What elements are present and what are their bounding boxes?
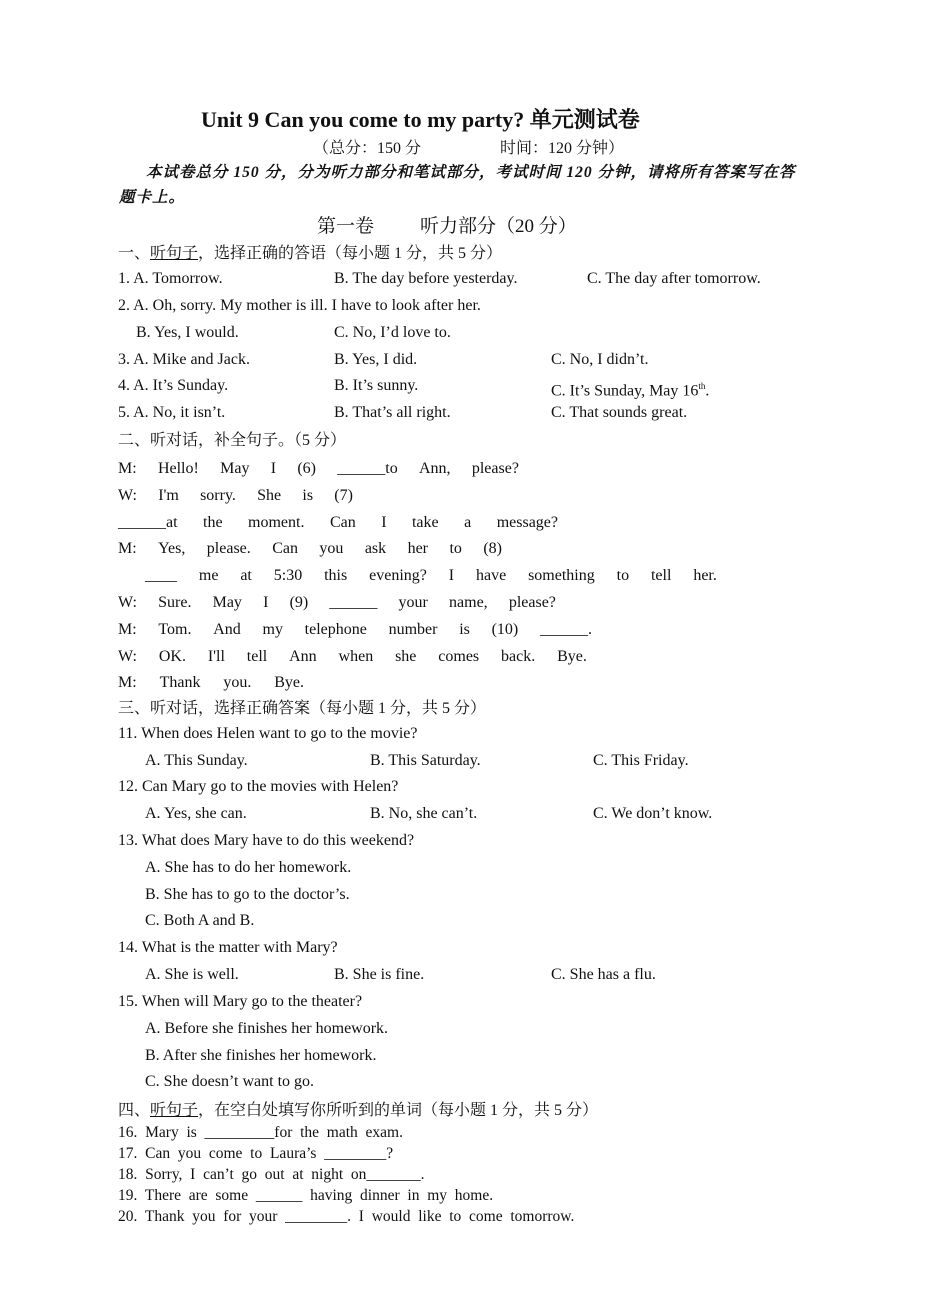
q13-option-b: B. She has to go to the doctor’s. [145,886,350,903]
q18-sentence: 18. Sorry, I can’t go out at night on_______. [118,1166,425,1183]
dialogue-word: I [448,567,455,584]
dialogue-word: I'm [158,487,179,504]
dialogue-word: Ann [289,648,317,665]
dialogue-word: she [395,648,417,665]
dialogue-word: her. [693,567,717,584]
dialogue-word: to [449,540,462,557]
q14-question: 14. What is the matter with Mary? [118,939,338,956]
dialogue-word: W: [118,648,137,665]
q17-sentence: 17. Can you come to Laura’s ________? [118,1145,394,1162]
dialogue-word: May [212,594,242,611]
dialogue-word: And [213,621,241,638]
q1-option-b: B. The day before yesterday. [334,270,518,287]
dialogue-line-5 [145,566,717,586]
q11-option-a: A. This Sunday. [145,752,248,769]
q2-option-b: B. Yes, I would. [136,324,239,341]
dialogue-word: please? [508,594,556,611]
exam-time: 时间：120 分钟） [500,140,625,157]
dialogue-word: evening? [369,567,427,584]
dialogue-word: have [475,567,507,584]
dialogue-word: this [324,567,348,584]
dialogue-line-7 [118,620,592,640]
q15-option-b: B. After she finishes her homework. [145,1047,377,1064]
dialogue-word: my [262,621,283,638]
q4-option-c-end: . [705,382,710,400]
part1-underlined: 听句子 [150,245,199,262]
q19-sentence: 19. There are some ______ having dinner in my home. [118,1187,494,1204]
dialogue-word: a [464,514,472,531]
dialogue-word: Bye. [557,648,587,665]
part4-heading [118,1101,598,1121]
dialogue-line-2 [118,486,353,506]
q20-sentence: 20. Thank you for your ________. I would like to come tomorrow. [118,1208,575,1225]
dialogue-word: ______ [329,594,378,611]
dialogue-line-9 [118,673,304,693]
dialogue-word: is [302,487,314,504]
dialogue-word: Ann, [419,460,451,477]
q14-option-c: C. She has a flu. [551,966,656,983]
part1-rest: ，选择正确的答语（每小题 1 分，共 5 分） [198,245,503,262]
volume-name: 听力部分（20 分） [420,216,577,237]
dialogue-word: message? [496,514,558,531]
q2-option-c: C. No, I’d love to. [334,324,451,341]
dialogue-word: your [398,594,428,611]
dialogue-word: Sure. [158,594,192,611]
total-score: （总分：150 分 [313,140,422,157]
dialogue-word: something [528,567,595,584]
q1-option-c: C. The day after tomorrow. [587,270,761,287]
q15-question: 15. When will Mary go to the theater? [118,993,363,1010]
dialogue-word: May [220,460,250,477]
dialogue-word: 5:30 [273,567,303,584]
dialogue-word: Thank [159,674,201,691]
q12-question: 12. Can Mary go to the movies with Helen? [118,778,399,795]
dialogue-word: W: [118,487,137,504]
dialogue-word: ______to [337,460,398,477]
q3-option-c: C. No, I didn’t. [551,351,649,368]
q11-question: 11. When does Helen want to go to the movie? [118,725,418,742]
q14-option-b: B. She is fine. [334,966,425,983]
dialogue-word: the [203,514,223,531]
q12-option-c: C. We don’t know. [593,805,713,822]
dialogue-word: name, [449,594,488,611]
dialogue-line-6 [118,593,556,613]
q15-option-c: C. She doesn’t want to go. [145,1073,315,1090]
q5-option-b: B. That’s all right. [334,404,451,421]
dialogue-word: I'll [207,648,225,665]
dialogue-word: OK. [158,648,186,665]
dialogue-word: me [198,567,219,584]
dialogue-word: when [338,648,374,665]
dialogue-word: Bye. [274,674,304,691]
dialogue-word: ______. [539,621,592,638]
dialogue-word: ____ [145,567,177,584]
dialogue-word: comes [438,648,480,665]
dialogue-line-4 [118,539,502,559]
q12-option-b: B. No, she can’t. [370,805,478,822]
part4-underlined: 听句子 [150,1102,199,1119]
q13-option-c: C. Both A and B. [145,912,255,929]
q4-option-c [551,376,709,401]
dialogue-word: tell [246,648,268,665]
dialogue-word: you. [223,674,252,691]
dialogue-word: is [459,621,470,638]
q4-option-b: B. It’s sunny. [334,377,419,394]
dialogue-word: (9) [289,594,309,611]
q13-question: 13. What does Mary have to do this weekend? [118,832,415,849]
dialogue-word: tell [650,567,672,584]
dialogue-word: Yes, [158,540,186,557]
dialogue-word: at [240,567,252,584]
dialogue-word: you [319,540,344,557]
part4-rest: ，在空白处填写你所听到的单词（每小题 1 分，共 5 分） [198,1102,599,1119]
dialogue-word: (6) [297,460,316,477]
dialogue-word: her [407,540,429,557]
dialogue-word: I [381,514,387,531]
dialogue-word: please? [471,460,519,477]
dialogue-word: She [257,487,282,504]
q4-option-c-sup: th [698,381,706,391]
q12-option-a: A. Yes, she can. [145,805,247,822]
dialogue-word: Hello! [157,460,199,477]
dialogue-word: (10) [491,621,519,638]
volume-label: 第一卷 [317,216,375,237]
dialogue-line-3 [118,513,558,533]
q4-option-c-text: C. It’s Sunday, May 16 [551,382,699,400]
dialogue-word: ______at [118,514,178,531]
dialogue-word: telephone [304,621,367,638]
notice-line-2: 题卡上。 [119,189,186,206]
dialogue-word: M: [118,460,137,477]
dialogue-word: to [616,567,630,584]
dialogue-word: number [388,621,438,638]
dialogue-word: W: [118,594,137,611]
dialogue-word: Can [329,514,356,531]
q3-option-b: B. Yes, I did. [334,351,418,368]
q5-option-c: C. That sounds great. [551,404,688,421]
part1-heading [118,244,502,264]
q4-option-a: 4. A. It’s Sunday. [118,377,229,394]
part3-heading: 三、听对话，选择正确答案（每小题 1 分，共 5 分） [118,700,487,717]
part1-prefix: 一、 [118,245,151,262]
notice-line-1: 本试卷总分 150 分，分为听力部分和笔试部分，考试时间 120 分钟，请将所有答案写在答 [146,164,796,181]
q3-option-a: 3. A. Mike and Jack. [118,351,250,368]
dialogue-word: take [411,514,439,531]
dialogue-word: Can [272,540,298,557]
q15-option-a: A. Before she finishes her homework. [145,1020,389,1037]
q5-option-a: 5. A. No, it isn’t. [118,404,226,421]
dialogue-word: I [270,460,277,477]
q11-option-b: B. This Saturday. [370,752,481,769]
dialogue-word: please. [206,540,251,557]
q1-option-a: 1. A. Tomorrow. [118,270,223,287]
q11-option-c: C. This Friday. [593,752,689,769]
dialogue-word: M: [118,674,137,691]
dialogue-word: sorry. [200,487,236,504]
q2-option-a: 2. A. Oh, sorry. My mother is ill. I have to look after her. [118,297,481,314]
dialogue-word: (8) [483,540,502,557]
q16-sentence: 16. Mary is _________for the math exam. [118,1124,403,1141]
part2-heading: 二、听对话，补全句子。（5 分） [118,432,347,449]
dialogue-word: M: [118,621,137,638]
dialogue-word: (7) [334,487,353,504]
dialogue-word: ask [364,540,387,557]
dialogue-word: Tom. [158,621,192,638]
dialogue-word: moment. [248,514,305,531]
q14-option-a: A. She is well. [145,966,239,983]
dialogue-word: M: [118,540,137,557]
dialogue-line-1 [118,459,519,479]
dialogue-word: back. [501,648,536,665]
dialogue-line-8 [118,647,587,667]
q13-option-a: A. She has to do her homework. [145,859,352,876]
dialogue-word: I [263,594,269,611]
page-title: Unit 9 Can you come to my party? 单元测试卷 [201,107,640,132]
part4-prefix: 四、 [118,1102,151,1119]
